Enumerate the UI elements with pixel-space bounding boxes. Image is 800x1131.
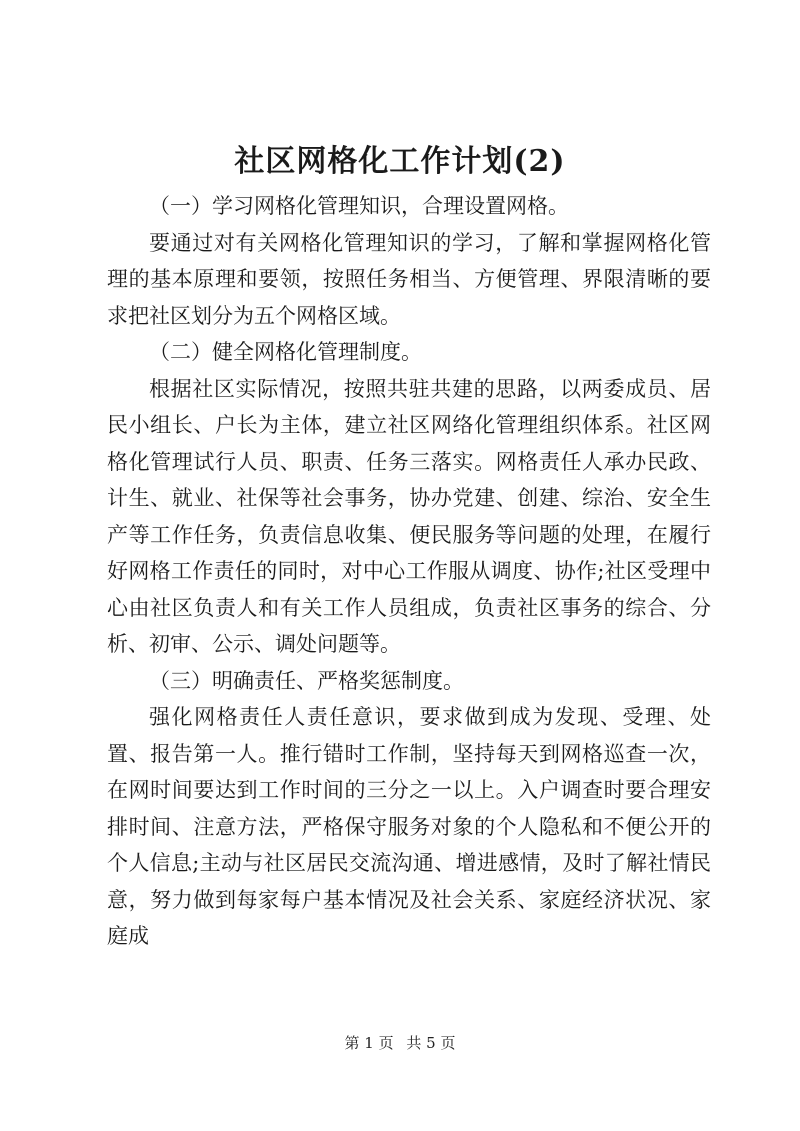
document-title: 社区网格化工作计划(2) — [234, 144, 566, 179]
paragraph: 强化网格责任人责任意识，要求做到成为发现、受理、处置、报告第一人。推行错时工作制，坚持每天到网格巡查一次，在网时间要达到工作时间的三分之一以上。入户调查时要合理安排时间、注意方法，严格保守服务对象的个人隐私和不便公开的个人信息;主动与社区居民交流沟通、增进感情，及时了解社情民意，努力做到每家每户基本情况及社会关系、家庭经济状况、家庭成 — [107, 705, 711, 948]
document-body — [107, 188, 711, 955]
section-heading-2: （二）健全网格化管理制度。 — [149, 340, 422, 364]
page-number: 第 1 页 — [344, 1034, 394, 1052]
section-heading-1: （一）学习网格化管理知识，合理设置网格。 — [149, 194, 569, 218]
page-footer — [0, 1033, 800, 1053]
page-total: 共 5 页 — [406, 1034, 456, 1052]
paragraph: 根据社区实际情况，按照共驻共建的思路，以两委成员、居民小组长、户长为主体，建立社区网络化管理组织体系。社区网格化管理试行人员、职责、任务三落实。网格责任人承办民政、计生、就业、社保等社会事务，协办党建、创建、综治、安全生产等工作任务，负责信息收集、便民服务等问题的处理，在履行好网格工作责任的同时，对中心工作服从调度、协作;社区受理中心由社区负责人和有关工作人员组成，负责社区事务的综合、分析、初审、公示、调处问题等。 — [107, 376, 711, 656]
section-heading-3: （三）明确责任、严格奖惩制度。 — [149, 668, 464, 693]
paragraph: 要通过对有关网格化管理知识的学习，了解和掌握网格化管理的基本原理和要领，按照任务相当、方便管理、界限清晰的要求把社区划分为五个网格区域。 — [107, 230, 711, 328]
